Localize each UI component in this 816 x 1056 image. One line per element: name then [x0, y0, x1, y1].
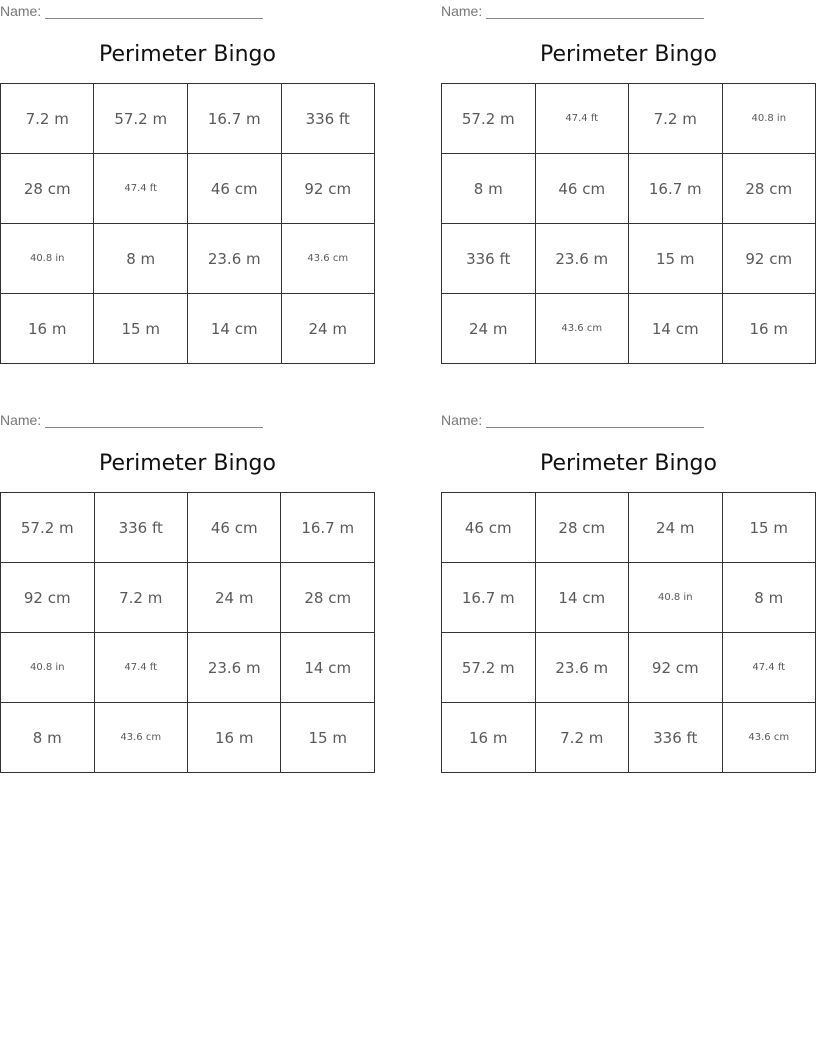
bingo-cell[interactable]: 28 cm: [1, 154, 94, 224]
bingo-cell[interactable]: 57.2 m: [442, 84, 536, 154]
bingo-cell[interactable]: 16.7 m: [629, 154, 723, 224]
bingo-cell[interactable]: 46 cm: [187, 154, 281, 224]
bingo-cell[interactable]: 92 cm: [1, 563, 95, 633]
name-label: Name:: [0, 412, 42, 428]
grid-row: [1, 633, 375, 703]
name-label: Name:: [441, 412, 483, 428]
card-title: Perimeter Bingo: [540, 42, 717, 67]
bingo-cell[interactable]: 24 m: [442, 294, 536, 364]
grid-row: [1, 563, 375, 633]
name-field[interactable]: [441, 3, 704, 19]
bingo-cell[interactable]: 46 cm: [442, 493, 536, 563]
bingo-cell[interactable]: 92 cm: [629, 633, 722, 703]
bingo-grid: [441, 83, 816, 364]
bingo-cell[interactable]: 28 cm: [535, 493, 629, 563]
bingo-cell[interactable]: 8 m: [442, 154, 536, 224]
bingo-grid: [441, 492, 816, 773]
name-field[interactable]: [0, 3, 263, 19]
bingo-cell[interactable]: 40.8 in: [629, 563, 722, 633]
bingo-cell[interactable]: 47.4 ft: [722, 633, 815, 703]
grid-row: [1, 224, 375, 294]
bingo-grid: [0, 83, 375, 364]
bingo-cell[interactable]: 15 m: [629, 224, 723, 294]
bingo-cell[interactable]: 24 m: [281, 294, 375, 364]
bingo-cell[interactable]: 23.6 m: [535, 224, 629, 294]
bingo-cell[interactable]: 46 cm: [535, 154, 629, 224]
bingo-cell[interactable]: 14 cm: [187, 294, 281, 364]
name-label: Name:: [441, 3, 483, 19]
bingo-cell[interactable]: 16 m: [1, 294, 94, 364]
grid-row: [442, 493, 816, 563]
grid-row: [442, 563, 816, 633]
bingo-cell[interactable]: 40.8 in: [1, 633, 95, 703]
bingo-cell[interactable]: 15 m: [281, 703, 375, 773]
bingo-cell[interactable]: 336 ft: [281, 84, 375, 154]
grid-row: [442, 154, 816, 224]
bingo-cell[interactable]: 92 cm: [722, 224, 816, 294]
bingo-cell[interactable]: 16.7 m: [442, 563, 536, 633]
name-field[interactable]: [441, 412, 704, 428]
bingo-cell[interactable]: 8 m: [722, 563, 815, 633]
bingo-cell[interactable]: 43.6 cm: [281, 224, 375, 294]
bingo-cell[interactable]: 15 m: [94, 294, 188, 364]
name-label: Name:: [0, 3, 42, 19]
grid-row: [1, 154, 375, 224]
bingo-cell[interactable]: 92 cm: [281, 154, 375, 224]
grid-row: [442, 224, 816, 294]
bingo-cell[interactable]: 43.6 cm: [722, 703, 815, 773]
bingo-cell[interactable]: 16 m: [187, 703, 281, 773]
bingo-cell[interactable]: 14 cm: [629, 294, 723, 364]
bingo-cell[interactable]: 43.6 cm: [94, 703, 187, 773]
name-underline[interactable]: [486, 414, 704, 428]
bingo-cell[interactable]: 336 ft: [94, 493, 187, 563]
bingo-cell[interactable]: 40.8 in: [722, 84, 816, 154]
bingo-cell[interactable]: 7.2 m: [535, 703, 629, 773]
bingo-cell[interactable]: 57.2 m: [442, 633, 536, 703]
grid-row: [442, 703, 816, 773]
bingo-cell[interactable]: 7.2 m: [94, 563, 187, 633]
bingo-cell[interactable]: 16.7 m: [187, 84, 281, 154]
grid-row: [442, 294, 816, 364]
bingo-cell[interactable]: 23.6 m: [187, 633, 281, 703]
bingo-cell[interactable]: 47.4 ft: [535, 84, 629, 154]
bingo-cell[interactable]: 24 m: [187, 563, 281, 633]
bingo-cell[interactable]: 43.6 cm: [535, 294, 629, 364]
bingo-cell[interactable]: 47.4 ft: [94, 633, 187, 703]
bingo-cell[interactable]: 16.7 m: [281, 493, 375, 563]
grid-row: [1, 703, 375, 773]
bingo-cell[interactable]: 47.4 ft: [94, 154, 188, 224]
card-title: Perimeter Bingo: [540, 451, 717, 476]
bingo-cell[interactable]: 28 cm: [722, 154, 816, 224]
bingo-cell[interactable]: 7.2 m: [1, 84, 94, 154]
bingo-cell[interactable]: 336 ft: [629, 703, 722, 773]
bingo-cell[interactable]: 8 m: [1, 703, 95, 773]
bingo-cell[interactable]: 23.6 m: [187, 224, 281, 294]
grid-row: [1, 84, 375, 154]
grid-row: [1, 294, 375, 364]
bingo-cell[interactable]: 336 ft: [442, 224, 536, 294]
bingo-cell[interactable]: 40.8 in: [1, 224, 94, 294]
grid-row: [1, 493, 375, 563]
bingo-cell[interactable]: 14 cm: [281, 633, 375, 703]
bingo-cell[interactable]: 23.6 m: [535, 633, 629, 703]
bingo-cell[interactable]: 16 m: [442, 703, 536, 773]
card-title: Perimeter Bingo: [99, 451, 276, 476]
bingo-cell[interactable]: 57.2 m: [1, 493, 95, 563]
bingo-cell[interactable]: 14 cm: [535, 563, 629, 633]
grid-row: [442, 633, 816, 703]
bingo-cell[interactable]: 8 m: [94, 224, 188, 294]
bingo-grid: [0, 492, 375, 773]
grid-row: [442, 84, 816, 154]
bingo-cell[interactable]: 24 m: [629, 493, 722, 563]
bingo-cell[interactable]: 46 cm: [187, 493, 281, 563]
bingo-cell[interactable]: 28 cm: [281, 563, 375, 633]
bingo-cell[interactable]: 57.2 m: [94, 84, 188, 154]
bingo-cell[interactable]: 15 m: [722, 493, 815, 563]
name-field[interactable]: [0, 412, 263, 428]
name-underline[interactable]: [486, 5, 704, 19]
name-underline[interactable]: [45, 5, 263, 19]
card-title: Perimeter Bingo: [99, 42, 276, 67]
bingo-cell[interactable]: 7.2 m: [629, 84, 723, 154]
name-underline[interactable]: [45, 414, 263, 428]
bingo-cell[interactable]: 16 m: [722, 294, 816, 364]
